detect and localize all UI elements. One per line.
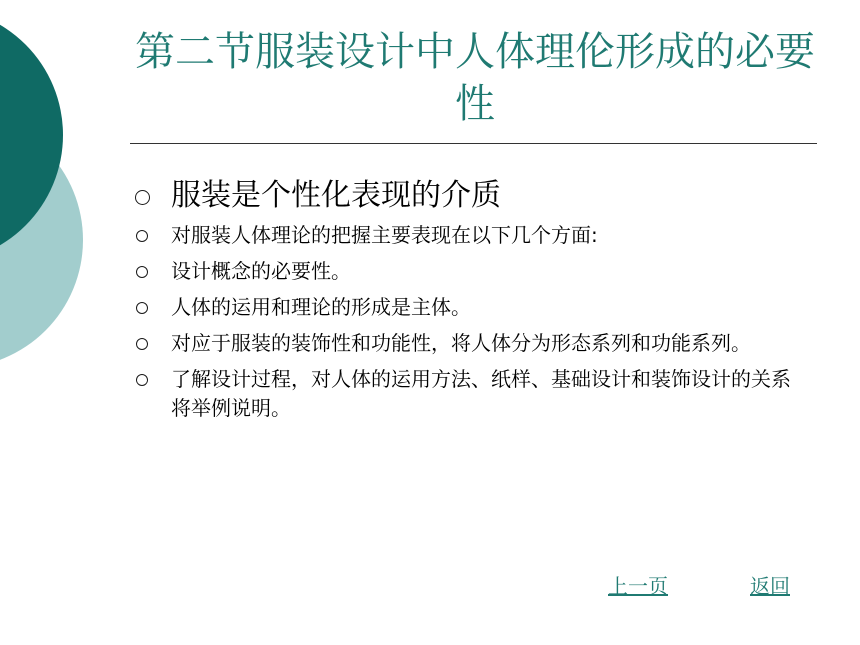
dark-teal-circle [0, 7, 63, 263]
circle-bullet-icon [136, 230, 148, 242]
bullet-text: 了解设计过程，对人体的运用方法、纸样、基础设计和装饰设计的关系将举例说明。 [171, 367, 791, 420]
bullet-text: 人体的运用和理论的形成是主体。 [171, 295, 471, 319]
bullet-list [136, 176, 806, 430]
slide-title: 第二节服装设计中人体理伦形成的必要性 [135, 29, 815, 127]
circle-bullet-icon [136, 302, 148, 314]
circle-bullet-icon [136, 338, 148, 350]
bullet-item [136, 221, 806, 250]
title-divider [130, 143, 817, 144]
bullet-text: 对服装人体理论的把握主要表现在以下几个方面: [171, 223, 598, 247]
bullet-text: 对应于服装的装饰性和功能性，将人体分为形态系列和功能系列。 [171, 331, 751, 355]
light-teal-circle [0, 112, 83, 368]
bullet-item [136, 257, 806, 286]
circle-bullet-icon [135, 190, 150, 205]
circle-bullet-icon [136, 374, 148, 386]
bullet-text: 设计概念的必要性。 [171, 259, 351, 283]
previous-page-link[interactable]: 上一页 [608, 574, 668, 598]
bullet-item [136, 329, 806, 358]
return-link[interactable]: 返回 [750, 574, 790, 598]
circle-bullet-icon [136, 266, 148, 278]
bullet-item [136, 176, 806, 216]
bullet-item [136, 365, 806, 423]
bullet-item [136, 293, 806, 322]
bullet-text: 服装是个性化表现的介质 [171, 178, 501, 213]
